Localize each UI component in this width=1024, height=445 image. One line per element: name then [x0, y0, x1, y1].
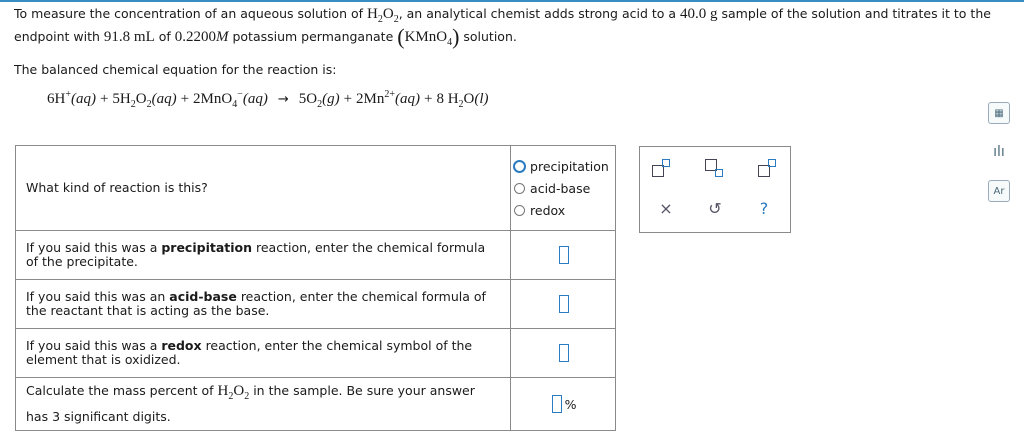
intro-text: potassium permanganate: [228, 29, 398, 44]
radio-selected[interactable]: [513, 160, 526, 173]
option-label: precipitation: [530, 158, 609, 174]
precipitate-input[interactable]: [559, 246, 569, 264]
eq-term-h2o: 8 $H_2O(l)$: [436, 91, 489, 110]
eq-term-o2: $5O_2(g)$: [298, 91, 340, 110]
reaction-arrow-icon: →: [277, 92, 289, 107]
paren-open: (: [397, 24, 405, 49]
formula-kmno4: KMnO$_4$: [404, 29, 453, 48]
top-accent-line: [0, 0, 1024, 2]
calculator-icon[interactable]: ▦: [988, 102, 1010, 124]
eq-term-h: 6H+(aq): [47, 89, 96, 107]
plus-sign: +: [343, 91, 353, 107]
radio[interactable]: [514, 183, 525, 194]
intro-text: of: [154, 29, 175, 44]
answer-cell: [511, 280, 616, 329]
option-redox[interactable]: [514, 199, 614, 221]
sample-mass: 40.0 g: [680, 6, 718, 22]
balanced-label: The balanced chemical equation for the reaction is:: [14, 62, 337, 77]
side-toolbar: [988, 102, 1010, 220]
intro-text: endpoint with: [14, 29, 104, 44]
question-text: Calculate the mass percent of $H_2O_2$ in the sample. Be sure your answer has 3 significant digits.: [16, 378, 511, 431]
question-row: [16, 378, 616, 431]
option-label: acid-base: [530, 180, 591, 196]
close-icon[interactable]: ×: [659, 199, 673, 218]
formula-h2o2: $H_2O_2$: [217, 383, 250, 402]
question-text: What kind of reaction is this?: [16, 146, 511, 231]
chart-icon[interactable]: ılı: [993, 144, 1005, 160]
help-icon[interactable]: ?: [759, 199, 769, 218]
plus-sign: +: [180, 91, 190, 107]
option-precipitation[interactable]: [514, 155, 614, 177]
eq-term-h2o2: $5H_2O_2(aq)$: [112, 91, 177, 110]
question-row: [16, 329, 616, 378]
periodic-table-icon[interactable]: Ar: [988, 180, 1010, 202]
question-row: [16, 280, 616, 329]
undo-icon[interactable]: ↺: [708, 199, 722, 218]
plus-sign: +: [99, 91, 109, 107]
base-input[interactable]: [559, 295, 569, 313]
question-text: If you said this was a precipitation reaction, enter the chemical formula of the precipitate.: [16, 231, 511, 280]
oxidized-element-input[interactable]: [559, 344, 569, 362]
option-acid-base[interactable]: [514, 177, 614, 199]
intro-text: To measure the concentration of an aqueous solution of: [14, 6, 367, 21]
question-row: [16, 146, 616, 231]
reaction-type-options: [511, 146, 616, 231]
percent-unit: %: [564, 396, 577, 412]
eq-term-mno4: 2MnO$_4$−(aq): [193, 89, 268, 110]
scientific-notation-button[interactable]: [756, 159, 780, 177]
question-table: [15, 145, 616, 431]
titrant-volume: 91.8 mL: [103, 29, 155, 45]
mass-percent-input[interactable]: [552, 395, 562, 413]
answer-cell: [511, 378, 616, 431]
intro-text: solution.: [459, 29, 517, 44]
paren-close: ): [452, 24, 460, 49]
question-text: If you said this was a redox reaction, enter the chemical symbol of the element that is oxidized.: [16, 329, 511, 378]
plus-sign: +: [423, 91, 433, 107]
balanced-equation: [47, 89, 489, 110]
question-text: If you said this was an acid-base reaction, enter the chemical formula of the reactant that is acting as the base.: [16, 280, 511, 329]
option-label: redox: [530, 202, 566, 218]
intro-text: sample of the solution and titrates it to the: [717, 6, 991, 21]
radio[interactable]: [514, 205, 525, 216]
intro-line-2: [14, 24, 517, 53]
superscript-button[interactable]: [650, 159, 674, 177]
subscript-button[interactable]: [703, 159, 727, 177]
eq-term-mn: $2Mn^{2+}(aq)$: [356, 89, 420, 107]
intro-text: , an analytical chemist adds strong acid to a: [398, 6, 681, 21]
molarity-unit: M: [216, 29, 229, 45]
answer-cell: [511, 231, 616, 280]
titrant-molarity: 0.2200: [174, 29, 216, 45]
formula-h2o2: $H_2O_2$: [367, 6, 399, 25]
math-tool-panel: [639, 146, 791, 233]
question-row: [16, 231, 616, 280]
answer-cell: [511, 329, 616, 378]
